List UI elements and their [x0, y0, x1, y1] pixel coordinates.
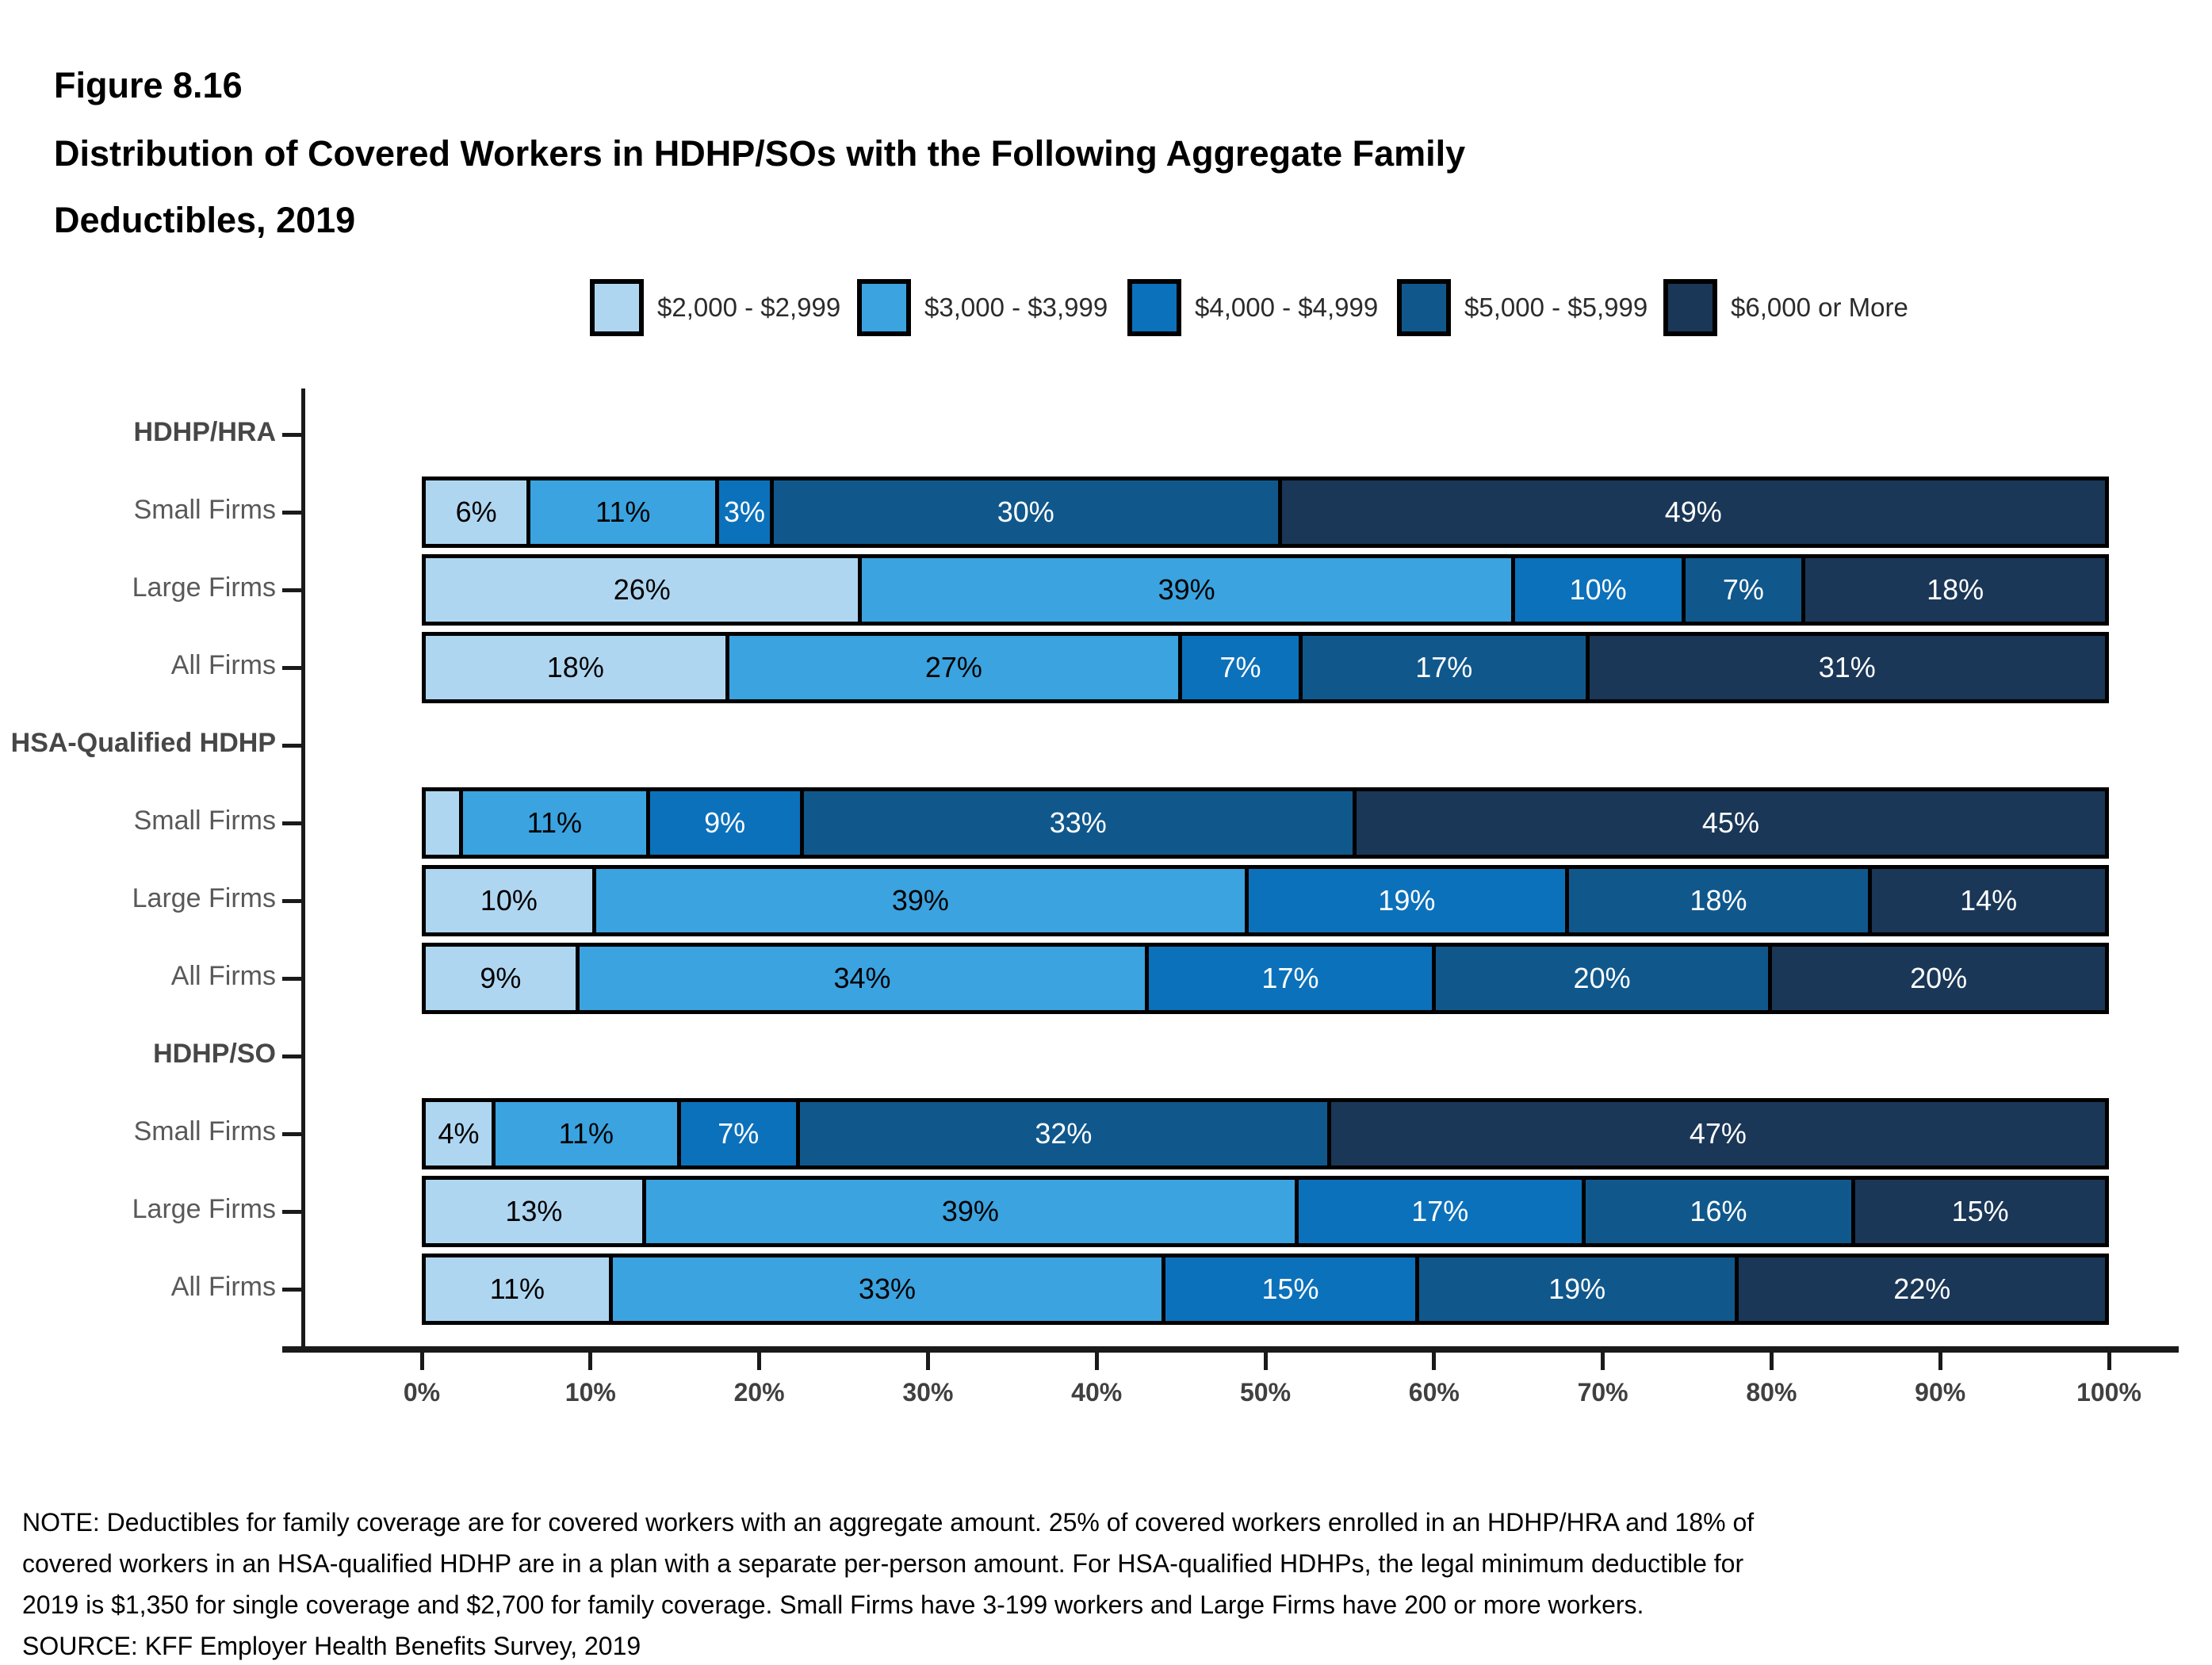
- legend-label: $3,000 - $3,999: [924, 293, 1108, 322]
- bar-segment-value: 39%: [1158, 573, 1215, 606]
- bar-segment: [426, 636, 725, 699]
- stacked-bar-hdhp-so-large-firms: [422, 1176, 2109, 1247]
- bar-segment: [1149, 947, 1432, 1010]
- bar-segment-value: 15%: [1261, 1273, 1319, 1305]
- x-axis-tick: [1432, 1353, 1436, 1370]
- stacked-bar-hsa-qualified-hdhp-large-firms: [422, 865, 2109, 936]
- bar-segment: [1299, 1180, 1582, 1243]
- bar-segment: [580, 947, 1145, 1010]
- bar-segment-value: 7%: [1722, 573, 1764, 606]
- legend-swatch-icon: [1663, 279, 1717, 336]
- bar-segment-value: 15%: [1951, 1195, 2009, 1227]
- bar-segment: [426, 947, 576, 1010]
- bar-segment: [496, 1102, 677, 1166]
- y-axis-tick: [282, 1288, 303, 1292]
- bar-segment-value: 26%: [613, 573, 671, 606]
- legend-swatch-icon: [857, 279, 911, 336]
- category-label: Large Firms: [132, 883, 276, 913]
- bar-segment-value: 7%: [1219, 651, 1261, 683]
- legend-label: $6,000 or More: [1731, 293, 1908, 322]
- bar-segment: [426, 1180, 642, 1243]
- bar-segment-value: 18%: [1927, 573, 1984, 606]
- bar-segment-value: 11%: [489, 1273, 545, 1305]
- legend-label: $5,000 - $5,999: [1464, 293, 1648, 322]
- x-axis-tick: [588, 1353, 592, 1370]
- bar-segment: [862, 558, 1510, 622]
- bar-segment: [426, 1102, 492, 1166]
- x-axis-line: [282, 1346, 2179, 1353]
- legend-swatch-icon: [590, 279, 644, 336]
- x-axis-tick: [1770, 1353, 1774, 1370]
- bar-segment: [719, 480, 770, 544]
- bar-segment-value: 11%: [558, 1117, 614, 1150]
- x-axis-tick: [757, 1353, 761, 1370]
- bar-segment-value: 4%: [438, 1117, 480, 1150]
- bar-segment: [1282, 480, 2105, 544]
- bar-segment-value: 18%: [1690, 884, 1747, 917]
- bar-segment: [1586, 1180, 1852, 1243]
- y-axis-tick: [282, 511, 303, 515]
- bar-segment: [1357, 791, 2105, 855]
- x-axis-tick-label: 90%: [1915, 1378, 1966, 1407]
- category-label: Large Firms: [132, 1194, 276, 1224]
- bar-segment: [463, 791, 646, 855]
- y-axis-tick: [282, 1054, 303, 1058]
- bar-segment: [646, 1180, 1295, 1243]
- bar-segment-value: 10%: [1569, 573, 1627, 606]
- bar-segment-value: 19%: [1378, 884, 1436, 917]
- category-label: All Firms: [170, 961, 276, 991]
- bar-segment: [1165, 1257, 1415, 1321]
- bar-segment-value: 9%: [704, 806, 746, 839]
- bar-segment-value: 34%: [833, 962, 891, 994]
- bar-segment-value: 33%: [1049, 806, 1107, 839]
- bar-segment: [426, 558, 858, 622]
- bar-segment: [1249, 869, 1565, 932]
- bar-segment-value: 6%: [455, 496, 497, 528]
- bar-segment-value: 22%: [1893, 1273, 1951, 1305]
- bar-segment: [426, 869, 592, 932]
- bar-segment-value: 47%: [1689, 1117, 1747, 1150]
- note-line-2: covered workers in an HSA-qualified HDHP are in a plan with a separate per-person amount. For HSA-qualified HDHPs, the legal minimum deductible for: [22, 1549, 1744, 1578]
- bar-segment-value: 11%: [595, 496, 651, 528]
- figure-title-line2: Deductibles, 2019: [54, 200, 356, 240]
- category-label: Small Firms: [133, 1116, 276, 1146]
- x-axis-tick-label: 30%: [902, 1378, 954, 1407]
- bar-segment-value: 9%: [480, 962, 522, 994]
- y-axis-tick: [282, 1132, 303, 1136]
- legend-item: [590, 279, 840, 336]
- bar-segment: [426, 1257, 609, 1321]
- figure-number: Figure 8.16: [54, 65, 243, 105]
- figure-title-line1: Distribution of Covered Workers in HDHP/SOs with the Following Aggregate Family: [54, 133, 1466, 174]
- bar-segment: [1436, 947, 1769, 1010]
- bar-segment: [800, 1102, 1327, 1166]
- bar-segment-value: 17%: [1261, 962, 1319, 994]
- bar-segment-value: 19%: [1548, 1273, 1606, 1305]
- x-axis-tick: [1095, 1353, 1099, 1370]
- bar-segment-value: 20%: [1573, 962, 1631, 994]
- bar-segment-value: 49%: [1664, 496, 1722, 528]
- x-axis-tick-label: 10%: [564, 1378, 616, 1407]
- bar-segment-value: 7%: [718, 1117, 760, 1150]
- bar-segment: [804, 791, 1353, 855]
- y-axis-tick: [282, 899, 303, 903]
- y-axis-tick: [282, 666, 303, 670]
- category-label: Large Firms: [132, 572, 276, 603]
- legend-swatch-icon: [1127, 279, 1181, 336]
- bar-segment-value: 27%: [924, 651, 982, 683]
- stacked-bar-hdhp-hra-small-firms: [422, 477, 2109, 548]
- x-axis-tick-label: 80%: [1746, 1378, 1797, 1407]
- stacked-bar-hdhp-hra-all-firms: [422, 632, 2109, 703]
- x-axis-tick-label: 100%: [2076, 1378, 2141, 1407]
- bar-segment: [1303, 636, 1586, 699]
- x-axis-tick-label: 70%: [1577, 1378, 1628, 1407]
- legend-item: [1127, 279, 1378, 336]
- bar-segment-value: 14%: [1960, 884, 2018, 917]
- bar-segment-value: 17%: [1415, 651, 1473, 683]
- legend-label: $4,000 - $4,999: [1195, 293, 1379, 322]
- bar-segment-value: 11%: [526, 806, 583, 839]
- legend-item: [1663, 279, 1908, 336]
- y-axis-tick: [282, 744, 303, 748]
- bar-segment-value: 20%: [1910, 962, 1968, 994]
- x-axis-tick: [1601, 1353, 1605, 1370]
- bar-segment-value: 39%: [941, 1195, 999, 1227]
- legend-item: [1397, 279, 1648, 336]
- legend-swatch-icon: [1397, 279, 1451, 336]
- bar-segment-value: 16%: [1690, 1195, 1747, 1227]
- bar-segment: [1805, 558, 2105, 622]
- bar-segment-value: 32%: [1035, 1117, 1093, 1150]
- bar-segment-value: 10%: [480, 884, 538, 917]
- y-axis-line: [301, 388, 305, 1349]
- x-axis-tick: [2107, 1353, 2111, 1370]
- x-axis-tick-label: 0%: [403, 1378, 441, 1407]
- bar-segment: [774, 480, 1278, 544]
- bar-segment-value: 45%: [1701, 806, 1759, 839]
- bar-segment-value: 31%: [1818, 651, 1876, 683]
- y-axis-tick: [282, 1210, 303, 1214]
- group-header-hsa-qualified-hdhp: HSA-Qualified HDHP: [10, 728, 276, 758]
- bar-segment: [1419, 1257, 1736, 1321]
- bar-segment-value: 39%: [891, 884, 949, 917]
- y-axis-tick: [282, 588, 303, 592]
- y-axis-tick: [282, 433, 303, 437]
- bar-segment: [1182, 636, 1299, 699]
- source-line: SOURCE: KFF Employer Health Benefits Survey, 2019: [22, 1632, 641, 1660]
- x-axis-tick-label: 20%: [733, 1378, 785, 1407]
- category-label: All Firms: [170, 650, 276, 680]
- x-axis-tick: [420, 1353, 424, 1370]
- bar-segment: [530, 480, 715, 544]
- stacked-bar-hdhp-hra-large-firms: [422, 554, 2109, 626]
- legend-item: [857, 279, 1108, 336]
- bar-segment: [426, 480, 526, 544]
- bar-segment-value: 30%: [997, 496, 1054, 528]
- bar-segment-value: 18%: [546, 651, 604, 683]
- bar-segment: [1739, 1257, 2105, 1321]
- bar-segment: [1686, 558, 1802, 622]
- x-axis-tick-label: 50%: [1239, 1378, 1292, 1407]
- x-axis-tick: [1938, 1353, 1942, 1370]
- stacked-bar-hdhp-so-all-firms: [422, 1254, 2109, 1325]
- bar-segment: [650, 791, 800, 855]
- bar-segment: [1872, 869, 2105, 932]
- group-header-hdhp-so: HDHP/SO: [153, 1039, 276, 1069]
- x-axis-tick: [926, 1353, 930, 1370]
- legend-label: $2,000 - $2,999: [657, 293, 841, 322]
- group-header-hdhp-hra: HDHP/HRA: [133, 417, 276, 447]
- x-axis-tick-label: 40%: [1071, 1378, 1123, 1407]
- bar-segment: [681, 1102, 796, 1166]
- note-line-3: 2019 is $1,350 for single coverage and $2,700 for family coverage. Small Firms have 3-199 workers and Large Firms have 200 or more workers.: [22, 1590, 1644, 1619]
- category-label: All Firms: [170, 1272, 276, 1302]
- x-axis-tick-label: 60%: [1408, 1378, 1460, 1407]
- bar-segment-value: 33%: [858, 1273, 916, 1305]
- category-label: Small Firms: [133, 806, 276, 836]
- bar-segment: [729, 636, 1178, 699]
- bar-segment-value: 13%: [505, 1195, 563, 1227]
- bar-segment-value: 17%: [1411, 1195, 1469, 1227]
- x-axis-tick: [1264, 1353, 1268, 1370]
- bar-segment: [1855, 1180, 2105, 1243]
- bar-segment: [596, 869, 1245, 932]
- note-line-1: NOTE: Deductibles for family coverage are for covered workers with an aggregate amount. 25% of covered workers enrolled in an HDHP/HRA and 18% of: [22, 1508, 1755, 1537]
- bar-segment: [1772, 947, 2105, 1010]
- bar-segment: [1569, 869, 1869, 932]
- y-axis-tick: [282, 821, 303, 825]
- y-axis-tick: [282, 977, 303, 981]
- bar-segment: [613, 1257, 1161, 1321]
- stacked-bar-hsa-qualified-hdhp-small-firms: [422, 787, 2109, 859]
- footnotes: [22, 1502, 2195, 1665]
- stacked-bar-hsa-qualified-hdhp-all-firms: [422, 943, 2109, 1014]
- stacked-bar-hdhp-so-small-firms: [422, 1098, 2109, 1169]
- bar-segment: [1590, 636, 2105, 699]
- bar-segment-value: 3%: [724, 496, 766, 528]
- bar-segment: [1515, 558, 1682, 622]
- category-label: Small Firms: [133, 495, 276, 525]
- bar-segment: [1331, 1102, 2105, 1166]
- bar-segment: [426, 791, 459, 855]
